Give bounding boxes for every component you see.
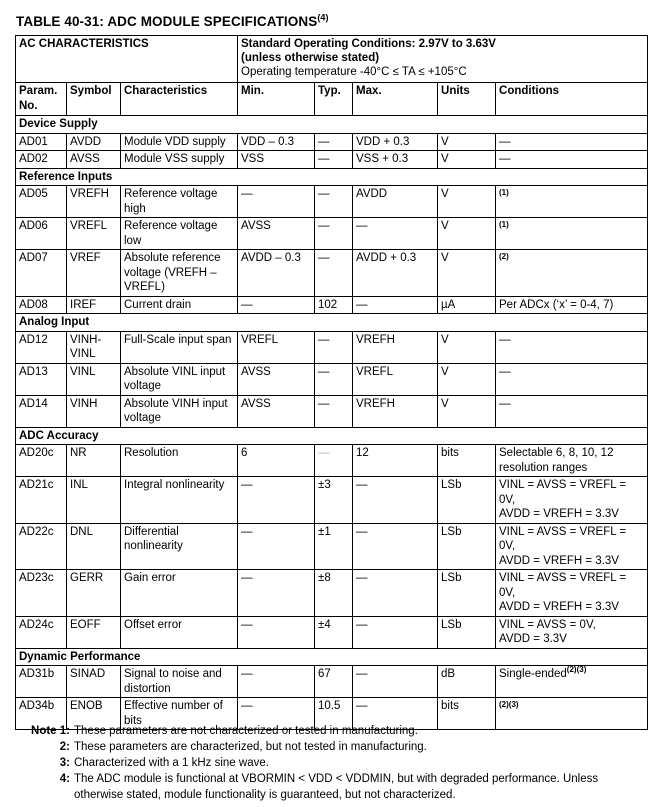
units-cell: V (438, 395, 496, 427)
typ-cell: — (315, 331, 353, 363)
note-ref: (2) (499, 252, 509, 261)
char-cell: Gain error (121, 570, 238, 617)
section-device-supply: Device Supply (16, 116, 648, 134)
symbol-cell: AVDD (67, 133, 121, 151)
symbol-cell: GERR (67, 570, 121, 617)
table-row (16, 296, 648, 314)
min-cell: VDD – 0.3 (238, 133, 315, 151)
cond-text: Single-ended (499, 668, 567, 680)
min-cell: — (238, 570, 315, 617)
char-cell: Reference voltage high (121, 186, 238, 218)
section-adc-accuracy: ADC Accuracy (16, 427, 648, 445)
symbol-cell: VREFL (67, 218, 121, 250)
char-cell: Current drain (121, 296, 238, 314)
min-cell: 6 (238, 445, 315, 477)
table-title (16, 14, 329, 29)
symbol-cell: VINL (67, 363, 121, 395)
min-cell: — (238, 698, 315, 730)
col-char-header: Characteristics (121, 83, 238, 116)
units-cell: LSb (438, 523, 496, 570)
adc-spec-table (15, 35, 648, 730)
col-symbol-header: Symbol (67, 83, 121, 116)
note-text (74, 771, 644, 803)
min-cell: AVSS (238, 395, 315, 427)
note-4 (16, 771, 644, 803)
char-cell: Signal to noise and distortion (121, 666, 238, 698)
max-cell: — (353, 523, 438, 570)
max-cell: — (353, 666, 438, 698)
param-cell: AD06 (16, 218, 67, 250)
max-cell: VDD + 0.3 (353, 133, 438, 151)
ac-characteristics-label: AC CHARACTERISTICS (16, 36, 238, 83)
max-cell: — (353, 218, 438, 250)
cond-cell (496, 523, 648, 570)
table-notes (16, 723, 644, 803)
table-title-text: TABLE 40-31: ADC MODULE SPECIFICATIONS (16, 14, 318, 29)
min-cell: AVSS (238, 218, 315, 250)
param-cell: AD13 (16, 363, 67, 395)
note-ref: (1) (499, 188, 509, 197)
symbol-cell: DNL (67, 523, 121, 570)
symbol-cell: VREF (67, 250, 121, 297)
units-cell: bits (438, 445, 496, 477)
param-cell: AD08 (16, 296, 67, 314)
typ-cell: — (315, 151, 353, 169)
max-cell: — (353, 296, 438, 314)
note-text: These parameters are characterized, but not tested in manufacturing. (74, 741, 427, 753)
note-ref: (2)(3) (566, 665, 587, 675)
note-1 (16, 723, 644, 739)
table-row (16, 151, 648, 169)
cond-line: AVDD = VREFH = 3.3V (499, 601, 619, 613)
table-row (16, 133, 648, 151)
cond-line: AVDD = VREFH = 3.3V (499, 554, 619, 567)
param-cell: AD05 (16, 186, 67, 218)
param-cell: AD24c (16, 616, 67, 648)
min-cell: — (238, 666, 315, 698)
typ-cell: ±4 (315, 616, 353, 648)
table-row (16, 666, 648, 698)
col-max-header: Max. (353, 83, 438, 116)
param-cell: AD02 (16, 151, 67, 169)
section-row (16, 116, 648, 134)
max-cell: VREFL (353, 363, 438, 395)
char-cell: Effective number of bits (121, 698, 238, 730)
min-cell: — (238, 616, 315, 648)
cond-line: AVDD = 3.3V (499, 633, 567, 645)
units-cell: LSb (438, 570, 496, 617)
typ-cell: 102 (315, 296, 353, 314)
note-text-line: The ADC module is functional at VBORMIN < VDD < VDDMIN, but with degraded performance. Unless (74, 773, 599, 785)
units-cell: V (438, 151, 496, 169)
param-cell: AD34b (16, 698, 67, 730)
min-cell: AVDD – 0.3 (238, 250, 315, 297)
cond-cell (496, 218, 648, 250)
char-cell: Absolute VINH input voltage (121, 395, 238, 427)
max-cell: — (353, 570, 438, 617)
char-cell: Differential nonlinearity (121, 523, 238, 570)
min-cell: AVSS (238, 363, 315, 395)
table-row (16, 523, 648, 570)
conditions-line2: (unless otherwise stated) (241, 52, 380, 64)
note-label: Note 1: (31, 725, 70, 737)
param-cell: AD01 (16, 133, 67, 151)
symbol-cell: EOFF (67, 616, 121, 648)
char-cell: Offset error (121, 616, 238, 648)
cond-cell: — (496, 133, 648, 151)
max-cell: — (353, 698, 438, 730)
symbol-cell: VINH-VINL (67, 331, 121, 363)
note-text-line: otherwise stated, module functionality is guaranteed, but not characterized. (74, 789, 456, 801)
max-cell: VSS + 0.3 (353, 151, 438, 169)
param-cell: AD23c (16, 570, 67, 617)
note-ref: (1) (499, 220, 509, 229)
section-row (16, 427, 648, 445)
typ-cell: — (315, 218, 353, 250)
table-row (16, 570, 648, 617)
table-row (16, 616, 648, 648)
param-cell: AD31b (16, 666, 67, 698)
cond-line: VINL = AVSS = VREFL = 0V, (499, 572, 627, 599)
note-3 (16, 755, 644, 771)
symbol-cell: ENOB (67, 698, 121, 730)
symbol-cell: IREF (67, 296, 121, 314)
units-cell: V (438, 363, 496, 395)
units-cell: V (438, 218, 496, 250)
symbol-cell: SINAD (67, 666, 121, 698)
char-cell: Absolute VINL input voltage (121, 363, 238, 395)
param-cell: AD21c (16, 477, 67, 524)
symbol-cell: VINH (67, 395, 121, 427)
param-cell: AD12 (16, 331, 67, 363)
char-cell: Module VDD supply (121, 133, 238, 151)
table-title-note-ref: (4) (317, 12, 329, 23)
param-cell: AD20c (16, 445, 67, 477)
max-cell: VREFH (353, 331, 438, 363)
note-text: These parameters are not characterized or tested in manufacturing. (74, 725, 418, 737)
char-cell: Absolute reference voltage (VREFH – VREFL) (121, 250, 238, 297)
typ-cell: 67 (315, 666, 353, 698)
cond-line: VINL = AVSS = 0V, (499, 618, 596, 631)
units-cell: dB (438, 666, 496, 698)
section-row (16, 314, 648, 332)
typ-cell: — (315, 363, 353, 395)
cond-cell (496, 186, 648, 218)
units-cell: LSb (438, 616, 496, 648)
min-cell: — (238, 523, 315, 570)
symbol-cell: VREFH (67, 186, 121, 218)
cond-line: VINL = AVSS = VREFL = 0V, (499, 525, 627, 552)
table-row (16, 477, 648, 524)
note-ref: (2)(3) (499, 700, 519, 709)
note-2 (16, 739, 644, 755)
char-cell: Full-Scale input span (121, 331, 238, 363)
param-cell: AD07 (16, 250, 67, 297)
cond-cell: — (496, 363, 648, 395)
min-cell: — (238, 296, 315, 314)
min-cell: — (238, 186, 315, 218)
units-cell: LSb (438, 477, 496, 524)
table-row (16, 363, 648, 395)
section-row (16, 648, 648, 666)
typ-cell: ±1 (315, 523, 353, 570)
col-cond-header: Conditions (496, 83, 648, 116)
col-param-header: Param. No. (16, 83, 67, 116)
column-header-row (16, 83, 648, 116)
col-min-header: Min. (238, 83, 315, 116)
typ-cell: ±3 (315, 477, 353, 524)
max-cell: VREFH (353, 395, 438, 427)
note-label: 4: (59, 773, 70, 785)
symbol-cell: AVSS (67, 151, 121, 169)
typ-cell: — (315, 133, 353, 151)
units-cell: V (438, 133, 496, 151)
symbol-cell: INL (67, 477, 121, 524)
units-cell: V (438, 331, 496, 363)
units-cell: V (438, 186, 496, 218)
typ-cell: — (315, 250, 353, 297)
min-cell: VREFL (238, 331, 315, 363)
header-conditions-row (16, 36, 648, 83)
typ-cell: — (315, 186, 353, 218)
max-cell: — (353, 616, 438, 648)
cond-line: AVDD = VREFH = 3.3V (499, 508, 619, 520)
cond-cell: Per ADCx (‘x’ = 0-4, 7) (496, 296, 648, 314)
char-cell: Resolution (121, 445, 238, 477)
conditions-line3: Operating temperature -40°C ≤ TA ≤ +105°C (241, 66, 467, 78)
typ-cell: — (315, 445, 353, 477)
char-cell: Integral nonlinearity (121, 477, 238, 524)
cond-cell (496, 666, 648, 698)
cond-cell: — (496, 395, 648, 427)
typ-cell: — (315, 395, 353, 427)
max-cell: AVDD (353, 186, 438, 218)
cond-cell (496, 477, 648, 524)
section-analog-input: Analog Input (16, 314, 648, 332)
units-cell: bits (438, 698, 496, 730)
cond-cell (496, 570, 648, 617)
max-cell: 12 (353, 445, 438, 477)
min-cell: — (238, 477, 315, 524)
note-text: Characterized with a 1 kHz sine wave. (74, 757, 269, 769)
table-row (16, 331, 648, 363)
typ-cell: ±8 (315, 570, 353, 617)
table-row (16, 445, 648, 477)
symbol-cell: NR (67, 445, 121, 477)
note-label: 3: (59, 757, 70, 769)
table-row (16, 218, 648, 250)
max-cell: AVDD + 0.3 (353, 250, 438, 297)
typ-cell: 10.5 (315, 698, 353, 730)
char-cell: Module VSS supply (121, 151, 238, 169)
units-cell: V (438, 250, 496, 297)
cond-cell: — (496, 331, 648, 363)
note-label: 2: (59, 741, 70, 753)
cond-cell (496, 250, 648, 297)
min-cell: VSS (238, 151, 315, 169)
char-cell: Reference voltage low (121, 218, 238, 250)
cond-cell: Selectable 6, 8, 10, 12 resolution ranges (496, 445, 648, 477)
max-cell: — (353, 477, 438, 524)
standard-conditions (238, 36, 648, 83)
section-dynamic-performance: Dynamic Performance (16, 648, 648, 666)
table-row (16, 395, 648, 427)
cond-cell: — (496, 151, 648, 169)
cond-line: VINL = AVSS = VREFL = 0V, (499, 479, 627, 506)
param-cell: AD14 (16, 395, 67, 427)
col-typ-header: Typ. (315, 83, 353, 116)
units-cell: µA (438, 296, 496, 314)
conditions-line1: Standard Operating Conditions: 2.97V to 3.63V (241, 38, 496, 50)
section-reference-inputs: Reference Inputs (16, 168, 648, 186)
table-row (16, 186, 648, 218)
cond-cell (496, 616, 648, 648)
param-cell: AD22c (16, 523, 67, 570)
table-row (16, 250, 648, 297)
section-row (16, 168, 648, 186)
col-units-header: Units (438, 83, 496, 116)
